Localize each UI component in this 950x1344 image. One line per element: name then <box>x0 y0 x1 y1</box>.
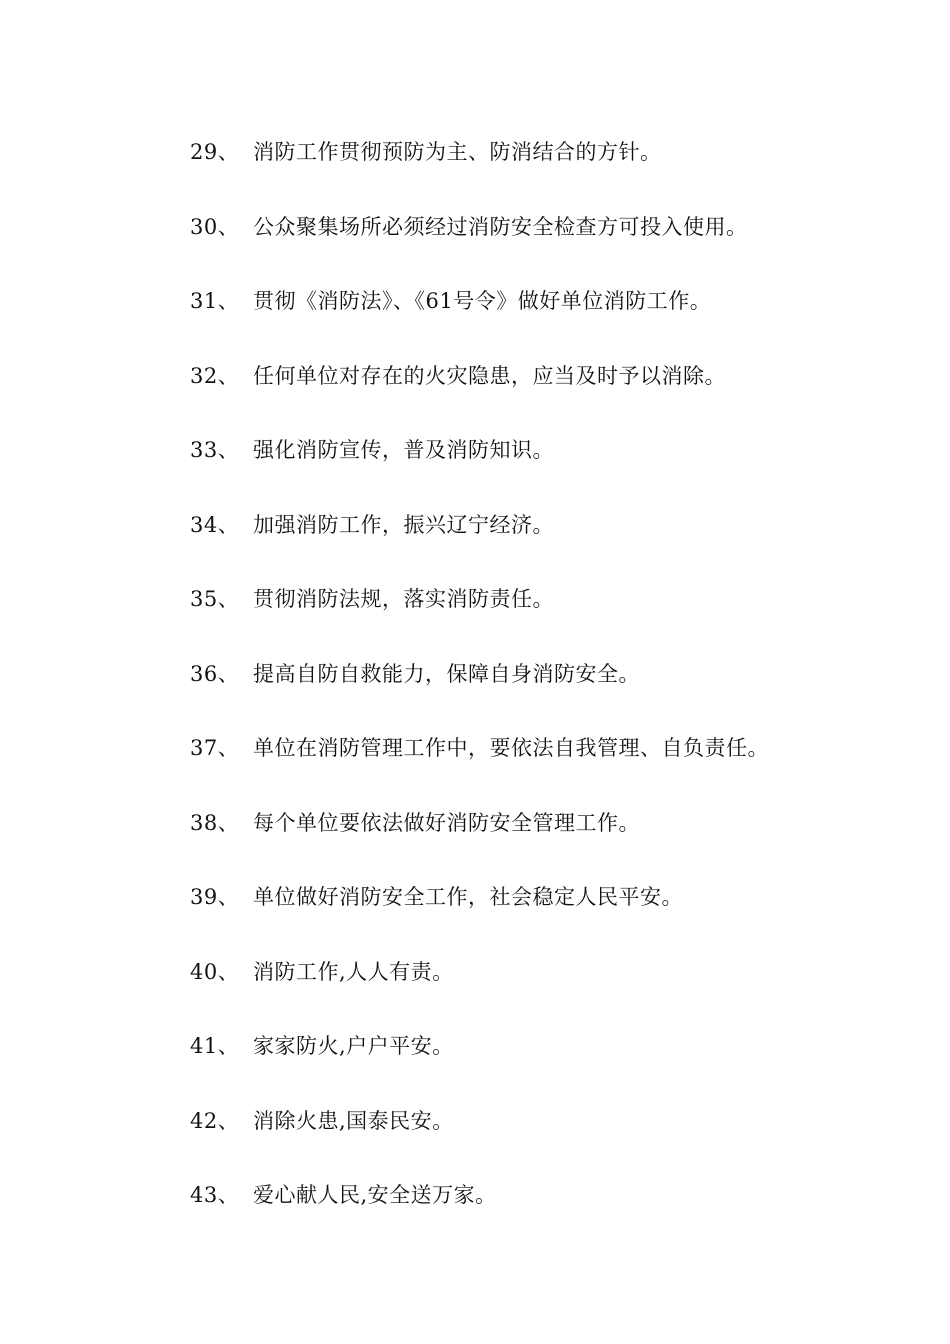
item-text: 贯彻消防法规，落实消防责任。 <box>253 587 554 611</box>
item-text: 贯彻《消防法》、《61号令》做好单位消防工作。 <box>253 289 712 313</box>
list-item <box>190 954 910 1029</box>
item-text: 任何单位对存在的火灾隐患，应当及时予以消除。 <box>253 363 726 388</box>
item-text: 加强消防工作，振兴辽宁经济。 <box>253 512 554 537</box>
item-text: 单位在消防管理工作中，要依法自我管理、自负责任。 <box>253 736 769 760</box>
item-number: 43、 <box>190 1183 240 1207</box>
item-text: 消除火患,国泰民安。 <box>253 1108 454 1133</box>
item-number: 34、 <box>190 512 240 537</box>
list-item <box>190 805 910 880</box>
item-text: 提高自防自救能力，保障自身消防安全。 <box>253 661 640 686</box>
list-item <box>190 283 910 358</box>
item-number: 39、 <box>190 885 240 909</box>
list-item <box>190 1177 910 1252</box>
item-number: 36、 <box>190 661 240 686</box>
list-item <box>190 134 910 209</box>
item-text: 家家防火,户户平安。 <box>253 1034 454 1058</box>
list-item <box>190 432 910 507</box>
list-item <box>190 1103 910 1178</box>
list-item <box>190 581 910 656</box>
item-text: 消防工作,人人有责。 <box>253 959 454 984</box>
item-number: 37、 <box>190 736 240 760</box>
item-number: 30、 <box>190 214 240 239</box>
item-number: 33、 <box>190 438 240 462</box>
item-number: 42、 <box>190 1108 240 1133</box>
item-text: 强化消防宣传，普及消防知识。 <box>253 438 554 462</box>
item-text: 每个单位要依法做好消防安全管理工作。 <box>253 810 640 835</box>
slogan-list <box>190 134 910 1252</box>
item-number: 31、 <box>190 289 240 313</box>
list-item <box>190 879 910 954</box>
item-text: 单位做好消防安全工作，社会稳定人民平安。 <box>253 885 683 909</box>
item-number: 40、 <box>190 959 240 984</box>
item-number: 32、 <box>190 363 240 388</box>
list-item <box>190 209 910 284</box>
list-item <box>190 730 910 805</box>
item-text: 公众聚集场所必须经过消防安全检查方可投入使用。 <box>253 214 748 239</box>
item-number: 29、 <box>190 140 240 164</box>
list-item <box>190 1028 910 1103</box>
list-item <box>190 507 910 582</box>
list-item <box>190 656 910 731</box>
item-text: 消防工作贯彻预防为主、防消结合的方针。 <box>253 140 662 164</box>
list-item <box>190 358 910 433</box>
item-number: 38、 <box>190 810 240 835</box>
item-number: 35、 <box>190 587 240 611</box>
item-number: 41、 <box>190 1034 240 1058</box>
item-text: 爱心献人民,安全送万家。 <box>253 1183 497 1207</box>
